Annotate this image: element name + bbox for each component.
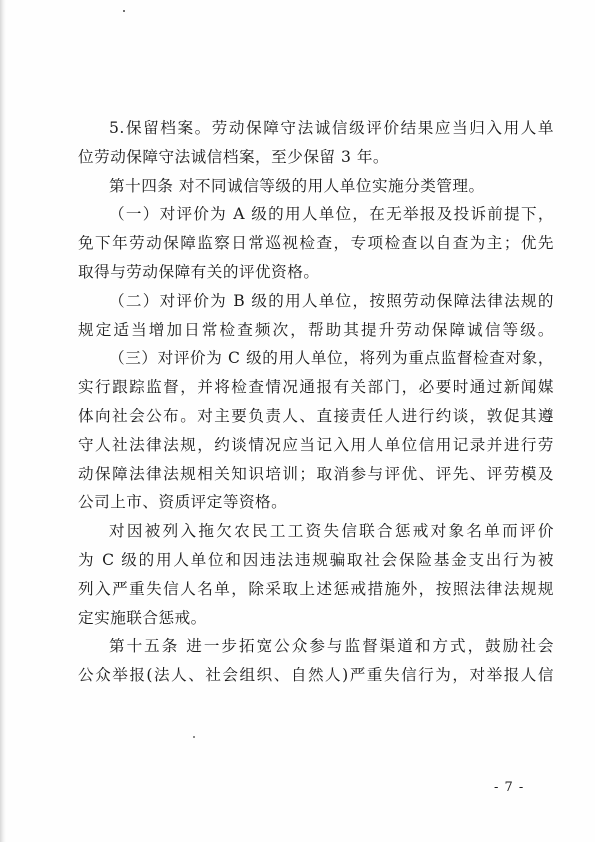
text-line: 定实施联合惩戒。	[78, 608, 207, 627]
scan-mark	[123, 10, 125, 12]
text-line: （二）对评价为 B 级的用人单位，按照劳动保障法律法规的	[109, 291, 554, 310]
scan-speck	[193, 736, 195, 738]
text-line: 对因被列入拖欠农民工工资失信联合惩戒对象名单而评价	[109, 522, 554, 541]
text-line: 免下年劳动保障监察日常巡视检查，专项检查以自查为主；优先	[78, 234, 554, 253]
text-line: 实行跟踪监督，并将检查情况通报有关部门，必要时通过新闻媒	[78, 378, 554, 397]
text-line: （三）对评价为 C 级的用人单位，将列为重点监督检查对象，	[109, 349, 554, 368]
body-text	[78, 114, 554, 690]
page-number: - 7 -	[494, 780, 525, 795]
text-line: 体向社会公布。对主要负责人、直接责任人进行约谈，敦促其遵	[78, 406, 554, 425]
text-line: 为 C 级的用人单位和因违法违规骗取社会保险基金支出行为被	[78, 550, 554, 569]
text-line: 守人社法律法规，约谈情况应当记入用人单位信用记录并进行劳	[78, 435, 554, 454]
text-line: 公众举报(法人、社会组织、自然人)严重失信行为，对举报人信	[78, 666, 554, 685]
text-line: 动保障法律法规相关知识培训；取消参与评优、评先、评劳模及	[78, 464, 554, 483]
text-line: 列入严重失信人名单，除采取上述惩戒措施外，按照法律法规规	[78, 579, 554, 598]
scan-edge-shadow	[0, 0, 6, 842]
text-line: 位劳动保障守法诚信档案，至少保留 3 年。	[78, 147, 390, 166]
text-line: 5.保留档案。劳动保障守法诚信级评价结果应当归入用人单	[109, 119, 554, 137]
article-15-heading: 第十五条 进一步拓宽公众参与监督渠道和方式，鼓励社会	[109, 637, 554, 656]
text-line: （一）对评价为 A 级的用人单位，在无举报及投诉前提下，	[109, 205, 554, 224]
text-line: 规定适当增加日常检查频次，帮助其提升劳动保障诚信等级。	[78, 320, 554, 339]
text-line: 公司上市、资质评定等资格。	[78, 493, 288, 512]
text-line: 取得与劳动保障有关的评优资格。	[78, 262, 320, 281]
article-14-heading: 第十四条 对不同诚信等级的用人单位实施分类管理。	[109, 176, 485, 195]
